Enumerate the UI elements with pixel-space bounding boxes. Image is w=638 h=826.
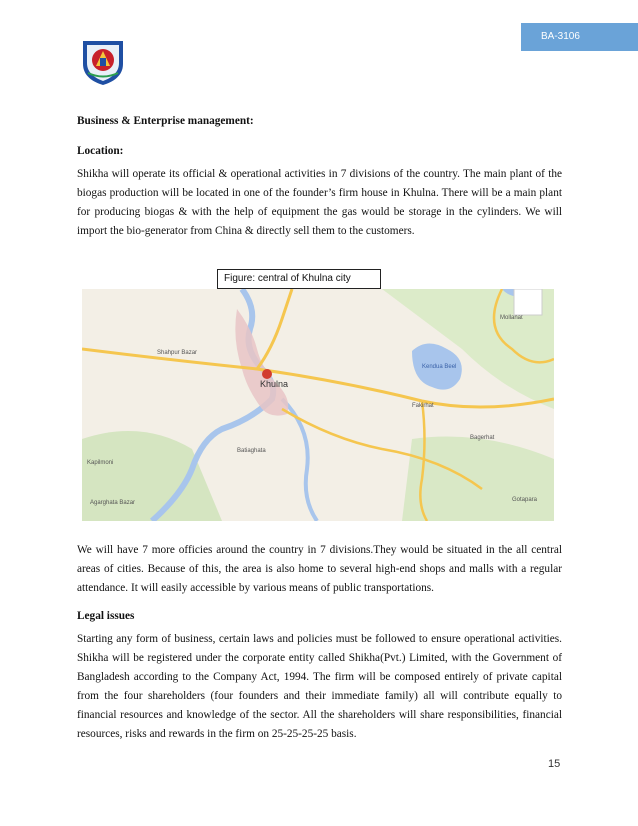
khulna-map bbox=[82, 289, 554, 521]
offices-paragraph: We will have 7 more officies around the country in 7 divisions.They would be situated in the all central areas of cities. Because of this, the area is also home to several high-end shops and malls with a regular attendance. It will easily accessible by various means of public transportations. bbox=[77, 544, 562, 594]
location-heading: Location: bbox=[77, 145, 124, 157]
document-code-tab bbox=[521, 23, 638, 51]
map-label-bagerhat: Bagerhat bbox=[470, 435, 495, 441]
map-label-kapilmoni: Kapilmoni bbox=[87, 460, 114, 466]
map-label-agarghata: Agarghata Bazar bbox=[90, 500, 136, 506]
map-label-kendua: Kendua Beel bbox=[422, 364, 457, 370]
section-title: Business & Enterprise management: bbox=[77, 115, 254, 127]
legal-paragraph: Starting any form of business, certain laws and policies must be followed to ensure operational activities. Shikha will be registered under the corporate entity called Shikha(Pvt.) Limited, with the Government of Bangladesh according to the Company Act, 1994. The firm will be composed entirely of private capital from the four shareholders (four founders and their immediate family) all will contribute equally to financial resources and knowledge of the sector. All the shareholders will share responsibilities, financial resources, risks and rewards in the firm on 25-25-25-25 basis. bbox=[77, 633, 562, 740]
map-label-shahpur: Shahpur Bazar bbox=[157, 350, 198, 356]
map-label-khulna: Khulna bbox=[260, 379, 289, 389]
document-code: BA-3106 bbox=[541, 31, 580, 42]
figure-caption: Figure: central of Khulna city bbox=[217, 269, 381, 289]
legal-heading: Legal issues bbox=[77, 610, 135, 622]
university-logo bbox=[78, 36, 128, 86]
map-label-gotapara: Gotapara bbox=[512, 497, 538, 503]
map-label-mollahat: Mollahat bbox=[500, 315, 523, 321]
map-label-fakirhat: Fakirhat bbox=[412, 403, 434, 409]
page-number: 15 bbox=[548, 758, 561, 770]
map-label-batiaghata: Batiaghata bbox=[237, 448, 266, 454]
location-paragraph: Shikha will operate its official & operational activities in 7 divisions of the country. The main plant of the biogas production will be located in one of the founder’s firm house in Khulna. There will be a main plant for producing biogas & with the help of equipment the gas would be storage in the cylinders. We will import the bio-generator from China & directly sell them to the customers. bbox=[77, 168, 562, 237]
